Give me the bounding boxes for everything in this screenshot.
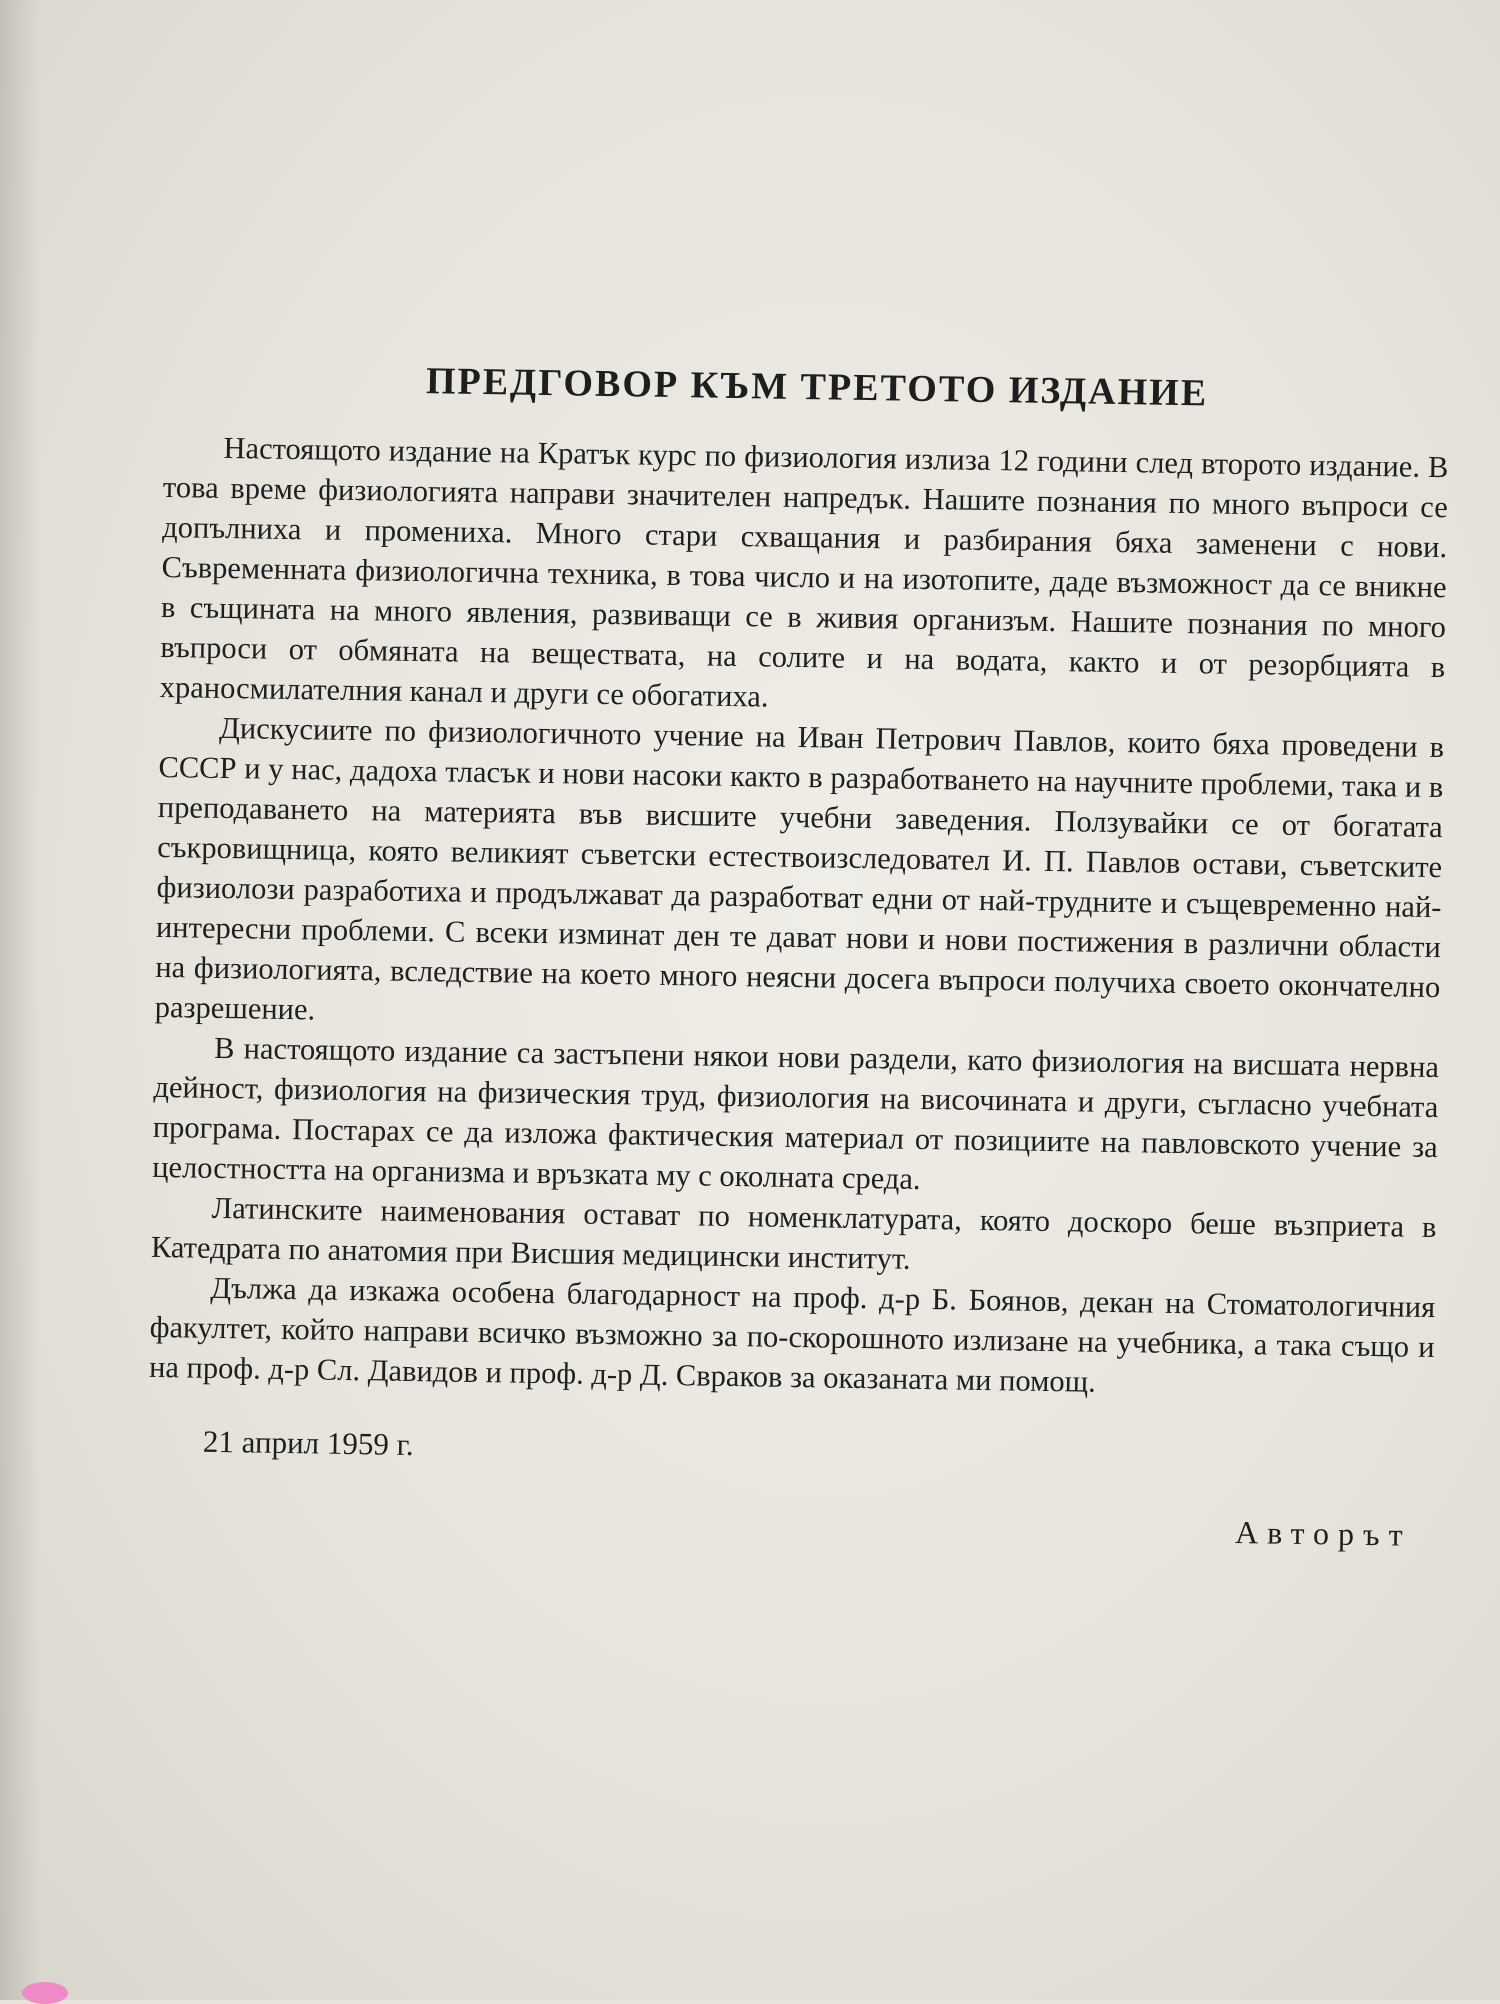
paragraph-3: В настоящото издание са застъпени някои нови раздели, като физиология на висшата нервна дейност, физиология на физическия труд, физиология на височината и други, съгласно учебната програма. Постарах се да изложа фактическия материал от позициите на павловското учение за целостността на организма и връзката му с околната среда.: [151, 1030, 1440, 1196]
preface-text-block: [146, 355, 1449, 1554]
preface-author: Авторът: [1234, 1513, 1412, 1553]
preface-date: 21 април 1959 г.: [202, 1423, 414, 1463]
pink-corner-mark: [22, 1982, 68, 2004]
paragraph-2: Дискусиите по физиологичното учение на Иван Петрович Павлов, които бяха проведени в СССР и у нас, дадоха тласък и нови насоки както в разработването на научните проблеми, така и в преподаването на материята във висшите учебни заведения. Ползувайки се от богатата съкровищница, която великият съветски естествоизследовател И. П. Павлов остави, съветските физиолози разработиха и продължават да разработват едни от най-трудните и същевременно най-интересни проблеми. С всеки изминат ден те дават нови и нови постижения в различни области на физиологията, вследствие на което много неясни досега въпроси получиха своето окончателно разрешение.: [154, 710, 1445, 1027]
paragraph-1: Настоящото издание на Кратък курс по физиология излиза 12 години след второто издание. В това време физиологията направи значителен напредък. Нашите познания по много въпроси се допълниха и промениха. Много стари схващания и разбирания бяха заменени с нови. Съвременната физиологична техника, в това число и на изотопите, даде възможност да се вникне в същината на много явления, развиващи се в живия организъм. Нашите познания по много въпроси от обмяната на веществата, на солите и на водата, както и от резорбцията в храносмилателния канал и други се обогатиха.: [159, 430, 1449, 714]
page-title: ПРЕДГОВОР КЪМ ТРЕТОТО ИЗДАНИЕ: [425, 360, 1209, 415]
page-shadow: [0, 0, 40, 2000]
paragraph-5: Дължа да изкажа особена благодарност на проф. д-р Б. Боянов, декан на Стоматологичния факултет, който направи всичко възможно за по-скорошното излизане на учебника, а така също и на проф. д-р Сл. Давидов и проф. д-р Д. Свраков за оказаната ми помощ.: [148, 1270, 1436, 1399]
paragraph-4: Латинските наименования остават по номенклатурата, която доскоро беше възприета в Катедрата по анатомия при Висшия медицински институт.: [150, 1190, 1437, 1276]
